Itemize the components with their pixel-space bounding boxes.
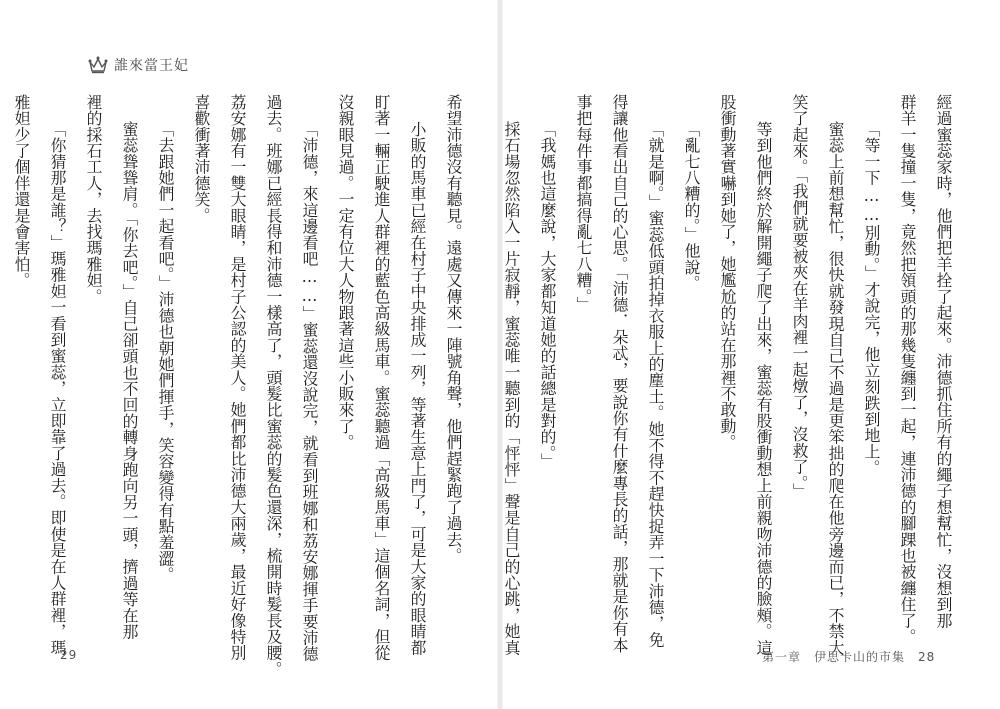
text-column: 「亂七八糟的。」他說。	[682, 121, 701, 292]
text-column: 股衝動著實嚇到她了，她尷尬的站在那裡不敢動。	[718, 94, 737, 451]
text-column: 採石場忽然陷入一片寂靜，蜜蕊唯一聽到的「怦怦」聲是自己的心跳，她真	[502, 121, 521, 656]
text-column: 裡的採石工人，去找瑪雅妲。	[84, 94, 103, 305]
text-column: 過去。班娜已經長得和沛德一樣高了，頭髮比蜜蕊的髮色還深，梳開時髮長及腰。	[264, 94, 283, 678]
text-column: 群羊一隻撞一隻，竟然把領頭的那幾隻纏到一起，連沛德的腳踝也被纏住了。	[898, 94, 917, 645]
text-column: 蜜蕊上前想幫忙，很快就發現自己不過是更笨拙的爬在他旁邊而已，不禁大	[826, 121, 845, 656]
text-column: 得讓他看出自己的心思。「沛德．朵忒，要說你有什麼專長的話，那就是你有本	[610, 94, 629, 654]
text-column: 事把每件事都搞得亂七八糟。」	[574, 94, 593, 313]
text-column: 雅妲少了個伴還是會害怕。	[12, 94, 31, 289]
text-column: 「就是啊。」蜜蕊低頭拍掉衣服上的塵土。她不得不趕快捉弄一下沛德，免	[646, 121, 665, 648]
text-column: 笑了起來。「我們就要被夾在羊肉裡一起燉了，沒救了。」	[790, 94, 809, 500]
text-column: 沒親眼見過。一定有位大人物跟著這些小販來了。	[336, 94, 355, 451]
text-column: 「我媽也這麼說，大家都知道她的話總是對的。」	[538, 121, 557, 470]
text-column: 「去跟她們一起看吧。」沛德也朝她們揮手，笑容變得有點羞澀。	[156, 121, 175, 583]
page-number-left: 29	[60, 648, 78, 662]
text-column: 喜歡衝著沛德笑。	[192, 94, 211, 224]
text-column: 「你猜那是誰？」瑪雅妲一看到蜜蕊，立即靠了過去。即使是在人群裡，瑪	[48, 121, 67, 656]
text-column: 蜜蕊聳聳肩。「你去吧。」自己卻頭也不回的轉身跑向另一頭，擠過等在那	[120, 121, 139, 640]
text-column: 經過蜜蕊家時，他們把羊拴了起來。沛德抓住所有的繩子想幫忙，沒想到那	[934, 94, 953, 629]
text-column: 「沛德，來這邊看吧……」蜜蕊還沒說完，就看到班娜和荔安娜揮手要沛德	[300, 121, 319, 662]
text-column: 小販的馬車已經在村子中央排成一列，等著生意上門了，可是大家的眼睛都	[408, 121, 427, 656]
page-footer-right: 第一章 伊思卡山的市集 28	[762, 650, 936, 664]
book-title: 誰來當王妃	[114, 58, 189, 74]
text-column: 「等一下……別動。」才說完，他立刻跌到地上。	[862, 121, 881, 476]
text-column: 荔安娜有一雙大眼睛，是村子公認的美人。她們都比沛德大兩歲，最近好像特別	[228, 94, 247, 661]
text-column: 盯著一輛正駛進人群裡的藍色高級馬車。蜜蕊聽過「高級馬車」這個名詞，但從	[372, 94, 391, 661]
crown-icon	[88, 56, 108, 74]
text-column: 希望沛德沒有聽見。遠處又傳來一陣號角聲，他們趕緊跑了過去。	[444, 94, 463, 564]
text-column: 等到他們終於解開繩子爬了出來，蜜蕊有股衝動想上前親吻沛德的臉頰。這	[754, 121, 773, 656]
running-header	[88, 55, 189, 75]
